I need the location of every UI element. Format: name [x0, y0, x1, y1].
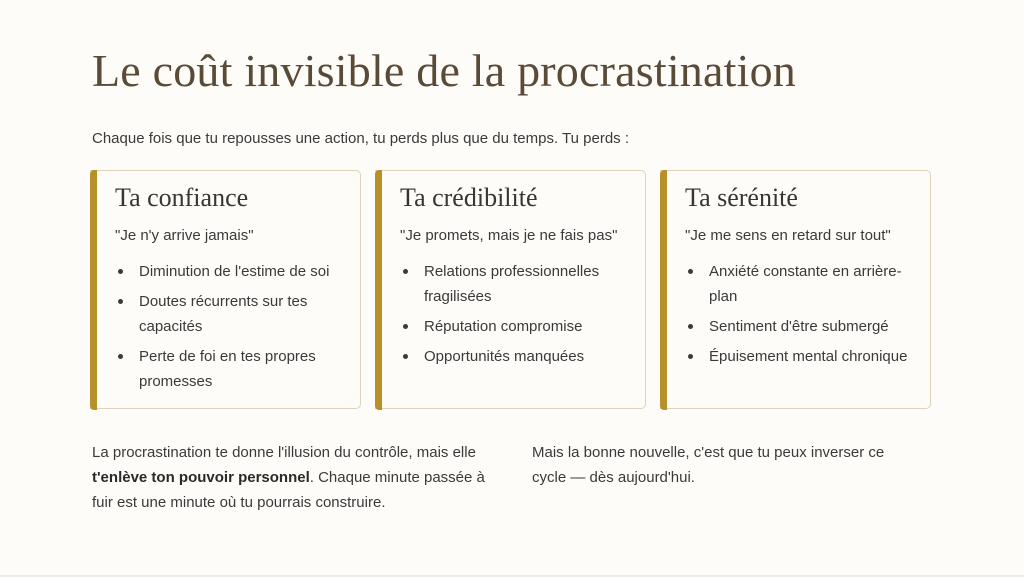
card-quote: "Je n'y arrive jamais" [115, 227, 254, 244]
list-item-text: Relations professionnelles fragilisées [424, 263, 600, 305]
bullet-icon [403, 324, 408, 329]
list-item [400, 344, 635, 369]
conclusion-emphasis: t'enlève ton pouvoir personnel [92, 469, 310, 486]
bullet-icon [403, 354, 408, 359]
good-news-paragraph: Mais la bonne nouvelle, c'est que tu peux inverser ce cycle — dès aujourd'hui. [532, 444, 885, 486]
list-item-text: Opportunités manquées [424, 348, 585, 365]
list-item [115, 259, 350, 284]
list-item-text: Perte de foi en tes propres promesses [139, 348, 316, 390]
card-quote: "Je me sens en retard sur tout" [685, 227, 891, 244]
slide-title: Le coût invisible de la procrastination [92, 45, 796, 96]
list-item-text: Épuisement mental chronique [709, 348, 908, 365]
list-item [115, 344, 350, 394]
conclusion-text-start: La procrastination te donne l'illusion du contrôle, mais elle [92, 444, 476, 461]
bullet-icon [403, 269, 408, 274]
bullet-icon [688, 324, 693, 329]
card-serenite [660, 170, 931, 409]
list-item [685, 314, 920, 339]
list-item [400, 259, 635, 309]
list-item-text: Doutes récurrents sur tes capacités [139, 293, 308, 335]
card-title: Ta crédibilité [400, 183, 538, 212]
cards-row [90, 170, 932, 410]
card-confiance [90, 170, 361, 409]
slide-subtitle: Chaque fois que tu repousses une action, tu perds plus que du temps. Tu perds : [92, 130, 630, 147]
accent-bar [660, 170, 667, 410]
list-item-text: Diminution de l'estime de soi [139, 263, 330, 280]
card-quote: "Je promets, mais je ne fais pas" [400, 227, 618, 244]
bullet-icon [118, 354, 123, 359]
card-list [115, 259, 350, 399]
card-list [685, 259, 920, 374]
list-item-text: Réputation compromise [424, 318, 583, 335]
list-item [685, 344, 920, 369]
card-title: Ta confiance [115, 183, 249, 212]
card-title: Ta sérénité [685, 183, 798, 212]
accent-bar [375, 170, 382, 410]
list-item [400, 314, 635, 339]
bullet-icon [688, 354, 693, 359]
conclusion-paragraph [92, 440, 492, 515]
bullet-icon [688, 269, 693, 274]
list-item-text: Sentiment d'être submergé [709, 318, 889, 335]
bullet-icon [118, 269, 123, 274]
list-item-text: Anxiété constante en arrière-plan [709, 263, 902, 305]
bullet-icon [118, 299, 123, 304]
card-list [400, 259, 635, 374]
list-item [685, 259, 920, 309]
accent-bar [90, 170, 97, 410]
list-item [115, 289, 350, 339]
card-credibilite [375, 170, 646, 409]
conclusion-text-end: . Chaque minute passée à fuir est une minute où tu pourrais construire. [92, 469, 485, 511]
